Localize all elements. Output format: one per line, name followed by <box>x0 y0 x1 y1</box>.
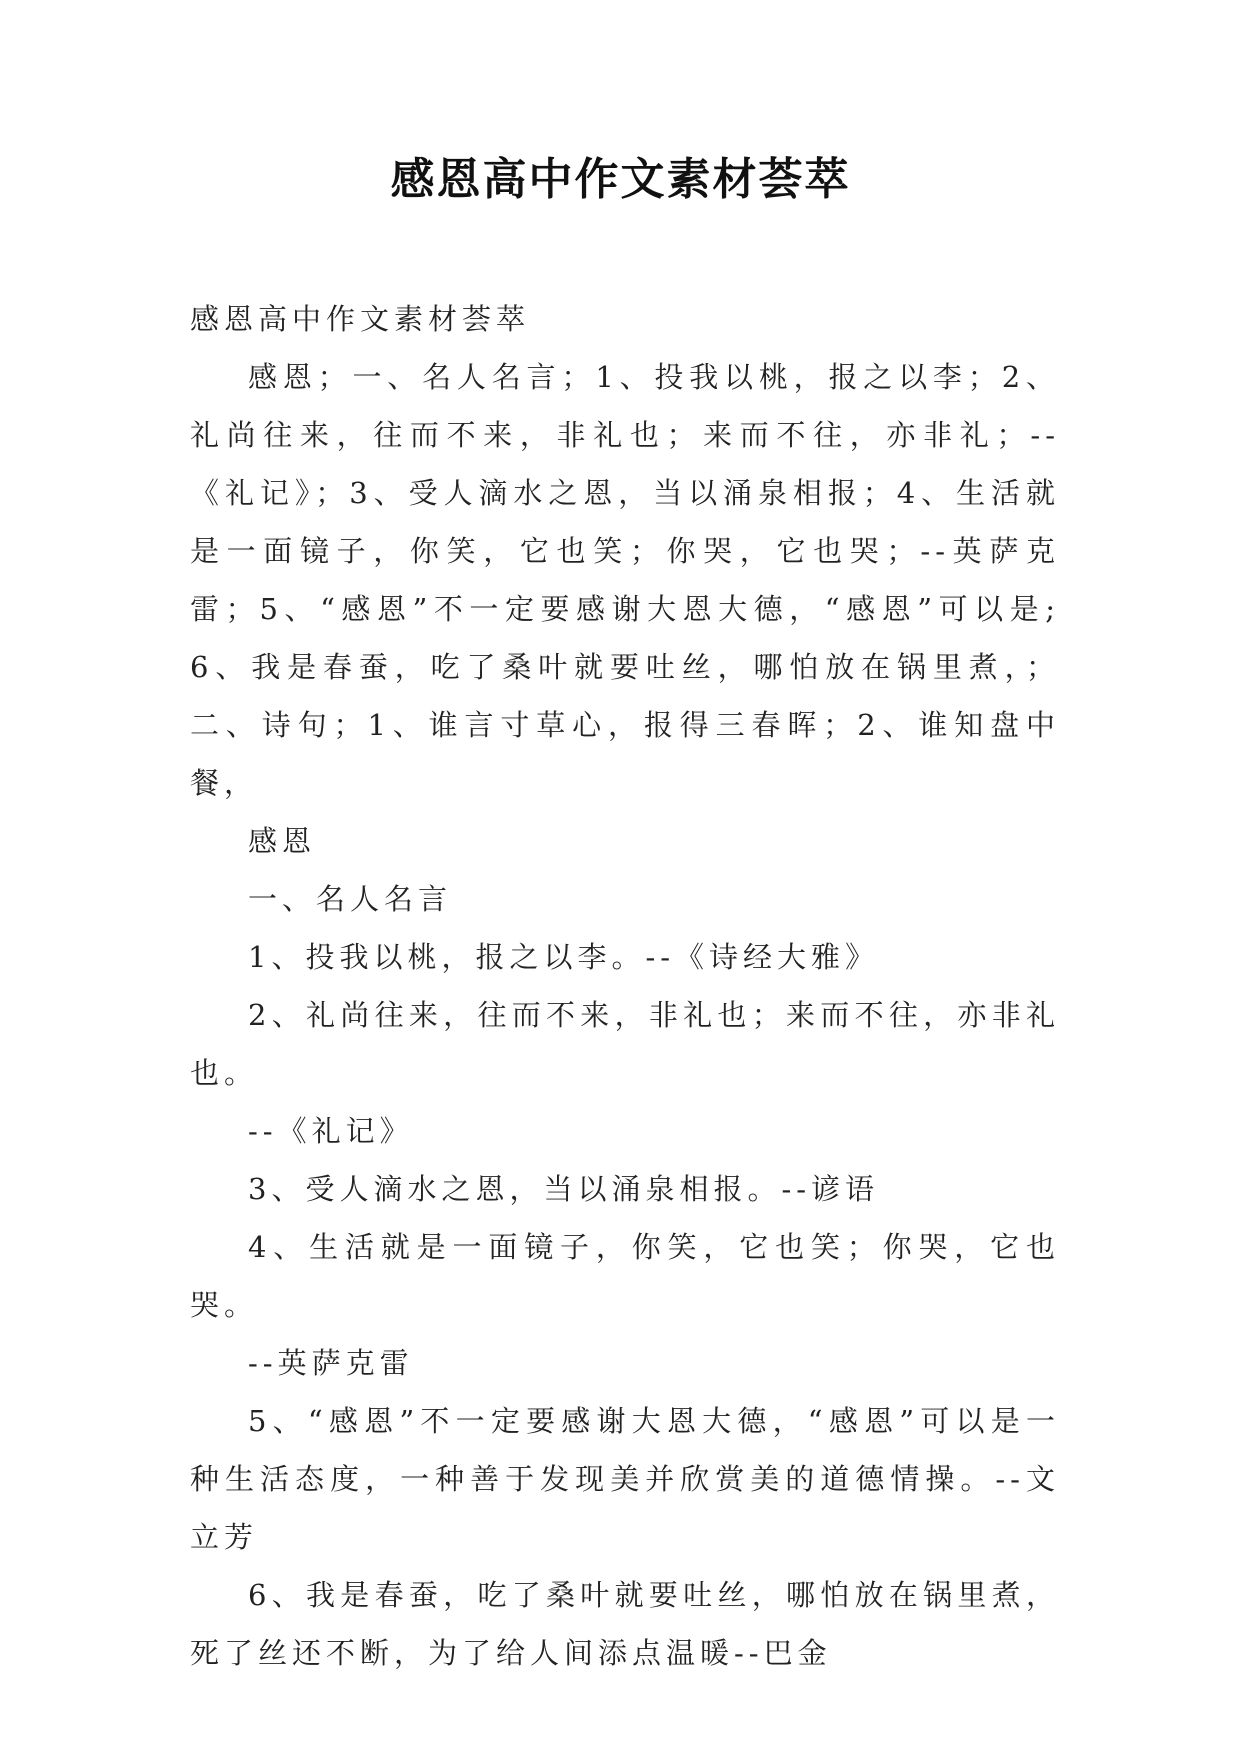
paragraph-summary: 感恩；一、名人名言；1、投我以桃，报之以李；2、礼尚往来，往而不来，非礼也；来而不往，亦非礼；--《礼记》；3、受人滴水之恩，当以涌泉相报；4、生活就是一面镜子，你笑，它也笑；你哭，它也哭；--英萨克雷；5、“感恩”不一定要感谢大恩大德，“感恩”可以是;6、我是春蚕，吃了桑叶就要吐丝，哪怕放在锅里煮，；二、诗句；1、谁言寸草心，报得三春晖；2、谁知盘中餐， <box>190 360 1060 800</box>
paragraph-subtitle: 感恩高中作文素材荟萃 <box>190 302 531 336</box>
quote-item-1: 1、投我以桃，报之以李。--《诗经大雅》 <box>248 940 880 974</box>
paragraph-heading-gratitude: 感恩 <box>248 824 317 858</box>
quote-item-2: 2、礼尚往来，往而不来，非礼也；来而不往，亦非礼也。 <box>190 998 1060 1090</box>
quote-item-4: 4、生活就是一面镜子，你笑，它也笑；你哭，它也哭。 <box>190 1230 1060 1322</box>
document-body <box>190 290 1060 1682</box>
paragraph-section-quotes: 一、名人名言 <box>248 882 453 916</box>
quote-item-6: 6、我是春蚕，吃了桑叶就要吐丝，哪怕放在锅里煮，死了丝还不断，为了给人间添点温暖--巴金 <box>190 1578 1060 1670</box>
quote-source-2: --《礼记》 <box>248 1114 414 1148</box>
quote-item-3: 3、受人滴水之恩，当以涌泉相报。--谚语 <box>248 1172 880 1206</box>
document-title: 感恩高中作文素材荟萃 <box>390 154 851 205</box>
quote-source-4: --英萨克雷 <box>248 1346 414 1380</box>
quote-item-5: 5、“感恩”不一定要感谢大恩大德，“感恩”可以是一种生活态度，一种善于发现美并欣赏美的道德情操。--文立芳 <box>190 1404 1060 1554</box>
